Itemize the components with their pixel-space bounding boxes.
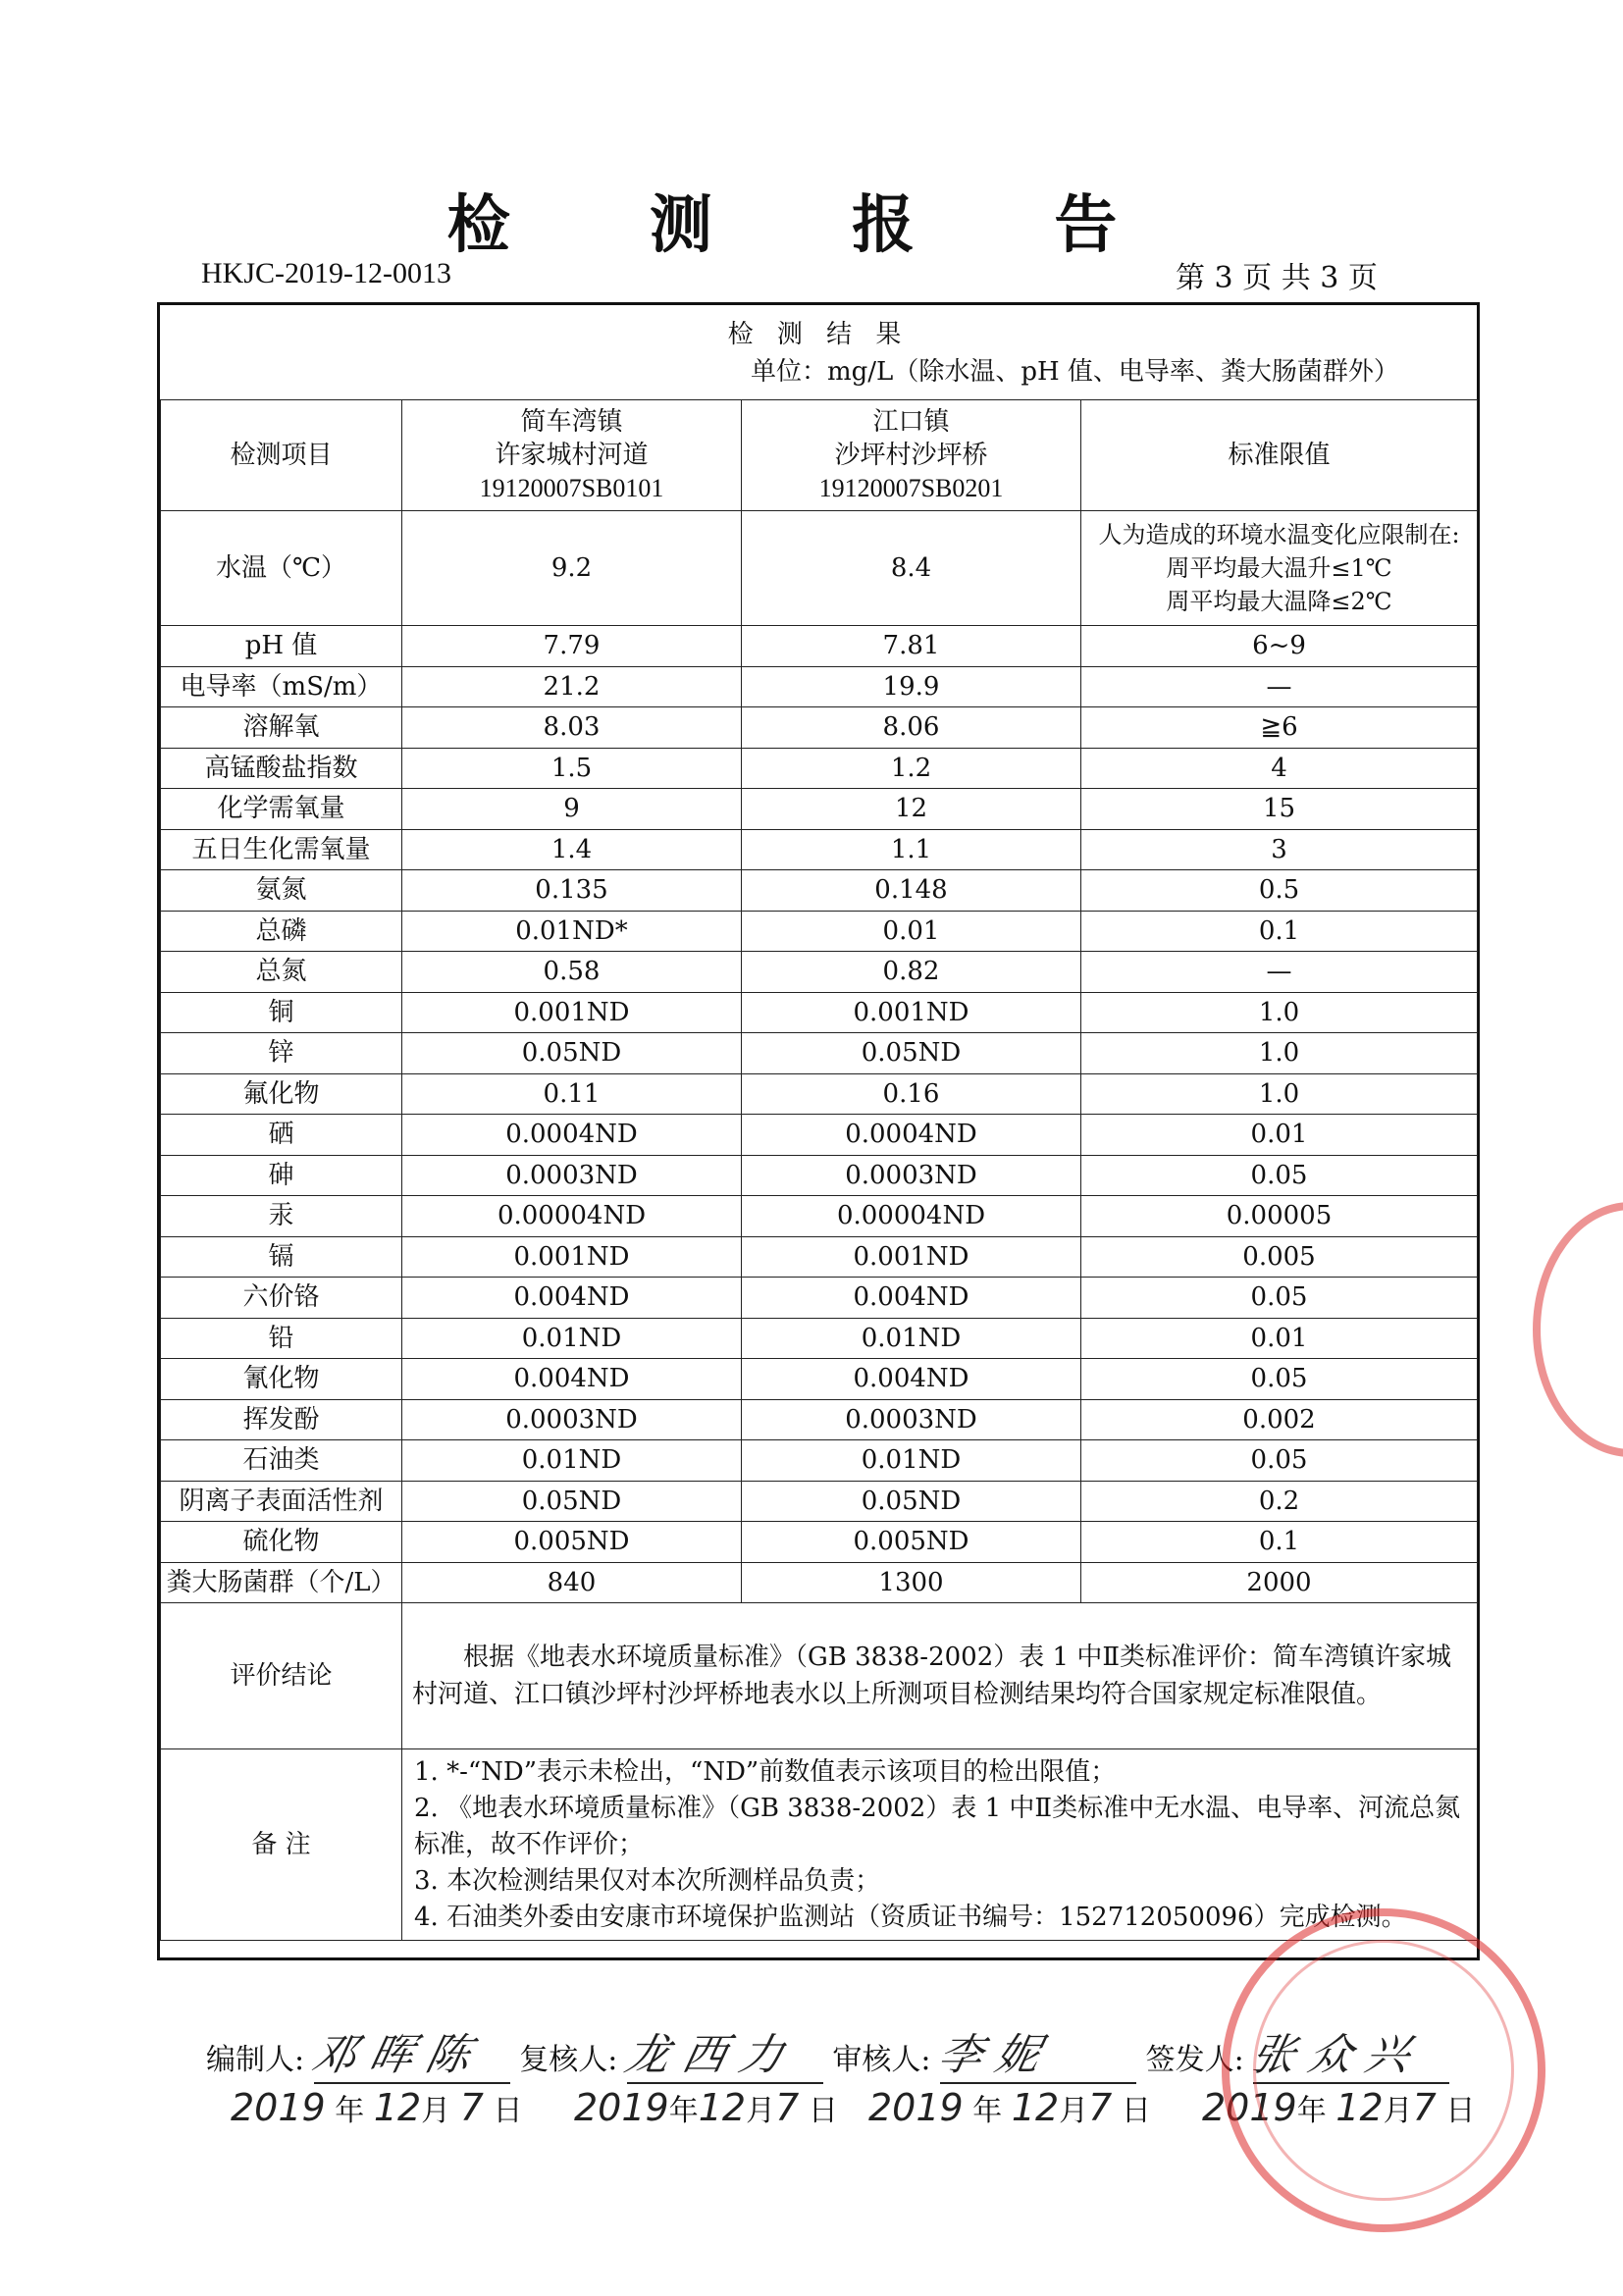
row-site2-value: 0.05ND: [742, 1481, 1081, 1522]
row-item: 镉: [161, 1236, 402, 1278]
row-item: 氨氮: [161, 870, 402, 912]
row-site1-value: 0.05ND: [402, 1481, 742, 1522]
note-item: 4. 石油类外委由安康市环境保护监测站（资质证书编号：152712050096）完成检测。: [414, 1902, 1407, 1932]
table-row: [161, 1522, 1478, 1563]
row-item: 阴离子表面活性剂: [161, 1481, 402, 1522]
notes-row: [161, 1749, 1478, 1941]
row-item: 铜: [161, 992, 402, 1033]
table-row: [161, 829, 1478, 870]
date-year: 2019: [231, 2086, 326, 2129]
row-item: 溶解氧: [161, 707, 402, 749]
row-site2-value: 0.004ND: [742, 1278, 1081, 1319]
row-site2-value: 0.004ND: [742, 1359, 1081, 1400]
note-item: 1. *-“ND”表示未检出，“ND”前数值表示该项目的检出限值；: [414, 1756, 1117, 1787]
row-site1-value: 0.004ND: [402, 1278, 742, 1319]
auditor-label: 审核人:: [832, 2043, 931, 2077]
row-item: 总氮: [161, 952, 402, 993]
date-day: 7: [459, 2086, 484, 2129]
row-limit: ≧6: [1081, 707, 1478, 749]
row-item: pH 值: [161, 626, 402, 667]
conclusion-row: [161, 1603, 1478, 1749]
row-site2-value: 8.06: [742, 707, 1081, 749]
date-auditor: [868, 2086, 1151, 2129]
row-limit: 0.01: [1081, 1318, 1478, 1359]
row-item: 锌: [161, 1033, 402, 1074]
date-month: 12: [698, 2086, 747, 2129]
row-site2-value: 0.001ND: [742, 1236, 1081, 1278]
unit-note: 单位：mg/L（除水温、pH 值、电导率、粪大肠菌群外）: [751, 357, 1399, 387]
table-row: [161, 1562, 1478, 1603]
site1-town: 简车湾镇: [520, 407, 623, 437]
date-year: 2019: [574, 2086, 669, 2129]
date-month-char: 月: [746, 2094, 776, 2128]
row-site2-value: 0.01ND: [742, 1318, 1081, 1359]
report-number: HKJC-2019-12-0013: [201, 257, 451, 289]
row-limit: 0.05: [1081, 1278, 1478, 1319]
row-site2-value: 1.2: [742, 748, 1081, 789]
issuer-signature: 张 众 兴: [1246, 2030, 1415, 2080]
row-limit: 0.002: [1081, 1399, 1478, 1440]
date-month: 12: [1335, 2086, 1384, 2129]
date-month-char: 月: [1059, 2094, 1089, 2128]
date-day-char: 日: [493, 2094, 523, 2128]
table-row: [161, 870, 1478, 912]
row-site1-value: 0.58: [402, 952, 742, 993]
date-day: 7: [775, 2086, 800, 2129]
table-row: [161, 1481, 1478, 1522]
row-site2-value: 0.16: [742, 1073, 1081, 1115]
results-title: 检 测 结 果: [727, 320, 910, 349]
row-site1-value: 0.001ND: [402, 992, 742, 1033]
header-site1: [402, 400, 742, 511]
row-item: 石油类: [161, 1440, 402, 1482]
date-year: 2019: [1202, 2086, 1297, 2129]
row-item: 氟化物: [161, 1073, 402, 1115]
row-site2-value: 19.9: [742, 666, 1081, 707]
row-site1-value: 0.05ND: [402, 1033, 742, 1074]
row-site2-value: 0.0003ND: [742, 1399, 1081, 1440]
row-site1-value: 0.01ND*: [402, 911, 742, 952]
table-row: [161, 1196, 1478, 1237]
table-row: [161, 1440, 1478, 1482]
row-limit: 0.1: [1081, 911, 1478, 952]
row-limit: 2000: [1081, 1562, 1478, 1603]
site2-code: 19120007SB0201: [818, 474, 1004, 502]
row-limit: —: [1081, 952, 1478, 993]
date-reviewer: [574, 2086, 838, 2129]
water-temp-limit-line: 人为造成的环境水温变化应限制在:: [1098, 521, 1460, 548]
table-row: [161, 952, 1478, 993]
table-row: [161, 626, 1478, 667]
table-row: [161, 911, 1478, 952]
row-site2-value: 0.005ND: [742, 1522, 1081, 1563]
conclusion-label: 评价结论: [161, 1603, 402, 1749]
row-site1-value: 8.03: [402, 707, 742, 749]
row-site2-value: 0.01: [742, 911, 1081, 952]
reviewer-label: 复核人:: [519, 2043, 618, 2077]
table-row: [161, 992, 1478, 1033]
table-row: [161, 1033, 1478, 1074]
row-site2-value: 1300: [742, 1562, 1081, 1603]
row-site1-value: 9: [402, 789, 742, 830]
row-limit: 3: [1081, 829, 1478, 870]
row-site1-value: 21.2: [402, 666, 742, 707]
header-item: 检测项目: [161, 400, 402, 511]
row-item: 五日生化需氧量: [161, 829, 402, 870]
notes-list: [402, 1749, 1478, 1941]
date-year-char: 年: [972, 2094, 1003, 2128]
row-site1-value: 1.5: [402, 748, 742, 789]
row-item: 六价铬: [161, 1278, 402, 1319]
row-site2-value: 0.00004ND: [742, 1196, 1081, 1237]
table-row: [161, 1115, 1478, 1156]
row-item: 硫化物: [161, 1522, 402, 1563]
row-site1-value: 0.0003ND: [402, 1399, 742, 1440]
issuer-label: 签发人:: [1145, 2043, 1244, 2077]
row-site2-value: 0.82: [742, 952, 1081, 993]
row-limit: 1.0: [1081, 992, 1478, 1033]
date-year-char: 年: [1296, 2094, 1327, 2128]
row-site1-value: 0.01ND: [402, 1318, 742, 1359]
note-item: 2. 《地表水环境质量标准》（GB 3838-2002）表 1 中Ⅱ类标准中无水温、电导率、河流总氮标准，故不作评价；: [414, 1793, 1461, 1859]
row-site1-value: 1.4: [402, 829, 742, 870]
row-limit: 0.05: [1081, 1440, 1478, 1482]
date-year: 2019: [868, 2086, 964, 2129]
header-limit: 标准限值: [1081, 400, 1478, 511]
row-site2-value: 0.148: [742, 870, 1081, 912]
row-limit: 0.00005: [1081, 1196, 1478, 1237]
row-limit: 0.05: [1081, 1359, 1478, 1400]
water-temp-v2: 8.4: [742, 511, 1081, 626]
date-day: 7: [1088, 2086, 1113, 2129]
date-year-char: 年: [668, 2094, 699, 2128]
row-item: 总磷: [161, 911, 402, 952]
table-row: [161, 1399, 1478, 1440]
header-site2: [742, 400, 1081, 511]
results-table: [160, 399, 1478, 1941]
row-site1-value: 0.00004ND: [402, 1196, 742, 1237]
row-limit: 15: [1081, 789, 1478, 830]
reviewer-signature: 龙 西 力: [620, 2030, 789, 2080]
row-limit: 1.0: [1081, 1073, 1478, 1115]
row-site1-value: 7.79: [402, 626, 742, 667]
row-limit: 0.01: [1081, 1115, 1478, 1156]
date-month-char: 月: [1383, 2094, 1413, 2128]
page-number: 第 3 页 共 3 页: [1176, 261, 1378, 295]
water-temp-limit-line: 周平均最大温降≤2℃: [1166, 588, 1392, 615]
row-limit: —: [1081, 666, 1478, 707]
row-site2-value: 0.01ND: [742, 1440, 1081, 1482]
row-limit: 0.1: [1081, 1522, 1478, 1563]
water-temp-item: 水温（℃）: [161, 511, 402, 626]
water-temp-limit: [1081, 511, 1478, 626]
water-temp-v1: 9.2: [402, 511, 742, 626]
conclusion-text: 根据《地表水环境质量标准》（GB 3838-2002）表 1 中Ⅱ类标准评价：简车湾镇许家城村河道、江口镇沙坪村沙坪桥地表水以上所测项目检测结果均符合国家规定标准限值。: [402, 1603, 1478, 1749]
compiler-signature: 邓 晖 陈: [307, 2030, 476, 2080]
row-limit: 6~9: [1081, 626, 1478, 667]
date-month: 12: [373, 2086, 422, 2129]
report-title: 检 测 报 告: [446, 188, 1177, 262]
row-item: 高锰酸盐指数: [161, 748, 402, 789]
date-day-char: 日: [1121, 2094, 1151, 2128]
row-site1-value: 0.001ND: [402, 1236, 742, 1278]
row-limit: 0.05: [1081, 1155, 1478, 1196]
table-row: [161, 1278, 1478, 1319]
row-item: 电导率（mS/m）: [161, 666, 402, 707]
row-site2-value: 7.81: [742, 626, 1081, 667]
site2-location: 沙坪村沙坪桥: [834, 441, 988, 470]
row-site2-value: 0.0004ND: [742, 1115, 1081, 1156]
row-limit: 0.005: [1081, 1236, 1478, 1278]
row-item: 氰化物: [161, 1359, 402, 1400]
note-item: 3. 本次检测结果仅对本次所测样品负责；: [414, 1865, 881, 1896]
row-site2-value: 1.1: [742, 829, 1081, 870]
auditor-signature: 李 妮: [933, 2030, 1045, 2080]
row-site2-value: 0.001ND: [742, 992, 1081, 1033]
table-row: [161, 1236, 1478, 1278]
table-row: [161, 666, 1478, 707]
table-row: [161, 1318, 1478, 1359]
date-month: 12: [1011, 2086, 1060, 2129]
row-site1-value: 0.005ND: [402, 1522, 742, 1563]
row-item: 化学需氧量: [161, 789, 402, 830]
official-seal-stamp: [1222, 1908, 1545, 2232]
row-item: 粪大肠菌群（个/L）: [161, 1562, 402, 1603]
edge-seal-stamp: [1533, 1202, 1623, 1457]
date-day-char: 日: [1445, 2094, 1476, 2128]
site2-town: 江口镇: [872, 407, 950, 437]
row-limit: 1.0: [1081, 1033, 1478, 1074]
row-item: 砷: [161, 1155, 402, 1196]
row-item: 汞: [161, 1196, 402, 1237]
site1-location: 许家城村河道: [495, 441, 649, 470]
row-site1-value: 0.0003ND: [402, 1155, 742, 1196]
results-header: [157, 314, 1480, 387]
row-item: 挥发酚: [161, 1399, 402, 1440]
row-site1-value: 0.004ND: [402, 1359, 742, 1400]
compiler-label: 编制人:: [206, 2043, 305, 2077]
row-site1-value: 0.01ND: [402, 1440, 742, 1482]
table-row: [161, 789, 1478, 830]
table-row: [161, 1073, 1478, 1115]
date-compiler: [231, 2086, 522, 2129]
auditor-signature-line: [933, 2019, 1136, 2084]
row-site1-value: 840: [402, 1562, 742, 1603]
table-row: [161, 707, 1478, 749]
date-day: 7: [1412, 2086, 1437, 2129]
row-limit: 0.5: [1081, 870, 1478, 912]
row-site2-value: 12: [742, 789, 1081, 830]
row-site1-value: 0.135: [402, 870, 742, 912]
table-header-row: [161, 400, 1478, 511]
site1-code: 19120007SB0101: [479, 474, 664, 502]
row-item: 铅: [161, 1318, 402, 1359]
date-month-char: 月: [421, 2094, 451, 2128]
row-site1-value: 0.11: [402, 1073, 742, 1115]
table-row: [161, 1155, 1478, 1196]
water-temp-row: [161, 511, 1478, 626]
row-site2-value: 0.0003ND: [742, 1155, 1081, 1196]
row-limit: 0.2: [1081, 1481, 1478, 1522]
table-row: [161, 1359, 1478, 1400]
table-row: [161, 748, 1478, 789]
water-temp-limit-line: 周平均最大温升≤1℃: [1166, 554, 1392, 582]
notes-label: 备 注: [161, 1749, 402, 1941]
date-year-char: 年: [335, 2094, 365, 2128]
reviewer-signature-line: [620, 2019, 823, 2084]
row-item: 硒: [161, 1115, 402, 1156]
row-site2-value: 0.05ND: [742, 1033, 1081, 1074]
row-limit: 4: [1081, 748, 1478, 789]
row-site1-value: 0.0004ND: [402, 1115, 742, 1156]
official-seal-inner-ring: [1253, 1940, 1514, 2201]
date-day-char: 日: [808, 2094, 838, 2128]
compiler-signature-line: [307, 2019, 510, 2084]
